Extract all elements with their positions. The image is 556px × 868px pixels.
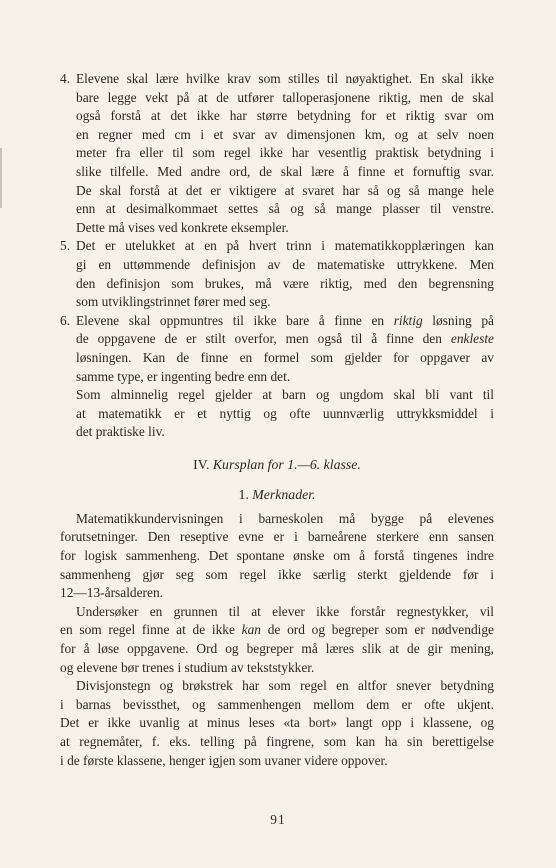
item-number: 6. — [60, 312, 71, 328]
text-line: i barnas bevissthet, og sammenhengen mellom dem er ofte ukjent. — [60, 696, 494, 712]
text-line: enn at desimalkommaet settes så og så mange plasser til venstre. — [76, 201, 494, 217]
text-line: Det er ikke uvanlig at minus leses «ta bort» langt opp i klassene, og — [60, 715, 494, 731]
text-line: Som alminnelig regel gjelder at barn og ungdom skal bli vant til — [76, 387, 494, 403]
text-fragment: de oppgavene de er stilt overfor, men også til å finne den — [76, 331, 451, 347]
item-number: 5. — [60, 238, 71, 254]
text-line: Elevene skal lære hvilke krav som stilles til nøyaktighet. En skal ikke — [76, 71, 494, 86]
text-fragment: en som regel finne at de ikke — [60, 622, 242, 638]
subsection-heading: 1. Merknader. — [238, 486, 316, 502]
list-item-5 — [60, 237, 494, 311]
text-line: også forstå at det ikke har større betydning for et riktig svar om — [76, 108, 494, 124]
list-item-4 — [60, 70, 494, 237]
text-fragment: Elevene skal oppmuntres til ikke bare å finne en — [76, 312, 394, 328]
emphasis-text: enkleste — [450, 331, 494, 347]
text-line: forutsetninger. Den reseptive evne er i barneårene sterkere enn sansen — [60, 529, 494, 545]
paragraph — [60, 510, 494, 603]
text-line: løsningen. Kan de finne en formel som gjelder for oppgaver av — [76, 349, 494, 365]
text-line: som utviklingstrinnet fører med seg. — [76, 294, 271, 310]
text-line: Dette må vises ved konkrete eksempler. — [76, 219, 289, 235]
text-line: De skal forstå at det er viktigere at svaret har så og så mange hele — [76, 182, 494, 198]
section-heading: IV. Kursplan for 1.—6. klasse. — [193, 456, 361, 472]
text-line: den definisjon som brukes, må være riktig, med den begrensning — [76, 275, 494, 291]
text-fragment: de ord og begreper som er nødvendige — [261, 622, 494, 638]
page-edge-mark — [0, 148, 2, 208]
text-line: det praktiske liv. — [76, 424, 165, 440]
paragraph — [60, 603, 494, 677]
text-line: samme type, er ingenting bedre enn det. — [76, 368, 291, 384]
text-line: i de første klassene, henger igjen som uvaner videre oppover. — [60, 752, 388, 768]
emphasis-text: riktig — [393, 312, 423, 328]
list-item-6 — [60, 312, 494, 442]
text-line: at matematikk er et nyttig og ofte uunnværlig uttrykksmiddel i — [76, 405, 494, 421]
text-line: gi en uttømmende definisjon av de matematiske uttrykkene. Men — [76, 256, 494, 272]
text-line: at regnemåter, f. eks. telling på fingrene, som kan ha sin berettigelse — [60, 734, 494, 749]
text-fragment: løsning på — [422, 312, 494, 328]
text-line: slike tilfelle. Med andre ord, de skal lære å finne et fornuftig svar. — [76, 163, 494, 179]
text-line: og elevene bør trenes i studium av tekststykker. — [60, 659, 315, 675]
text-line: sammenheng gjør seg som regel ikke særlig sterkt gjeldende før i — [60, 566, 494, 582]
text-line: for å løse oppgavene. Ord og begreper må læres slik at de gir mening, — [60, 641, 494, 657]
text-line: Undersøker en grunnen til at elever ikke forstår regnestykker, vil — [76, 603, 494, 619]
text-line: bare legge vekt på at de utfører talloperasjonene riktig, men de skal — [76, 89, 494, 105]
page-number: 91 — [270, 812, 286, 827]
text-line: Matematikkundervisningen i barneskolen må bygge på elevenes — [76, 510, 494, 526]
text-line: en regner med cm i et svar av dimensjonen km, og at selv noen — [76, 126, 494, 142]
paragraph — [60, 677, 494, 770]
text-line: 12—13-årsalderen. — [60, 585, 163, 601]
document-page — [60, 70, 494, 770]
emphasis-text: kan — [241, 622, 262, 638]
text-line: meter fra eller til som regel ikke har vesentlig praktisk betydning i — [76, 145, 494, 161]
text-line: for logisk sammenheng. Det spontane ønske om å forstå tingenes indre — [60, 548, 494, 564]
text-line: Det er utelukket at en på hvert trinn i matematikkopplæringen kan — [76, 238, 494, 254]
item-number: 4. — [60, 71, 71, 86]
text-line: Divisjonstegn og brøkstrek har som regel en altfor snever betydning — [76, 678, 494, 694]
